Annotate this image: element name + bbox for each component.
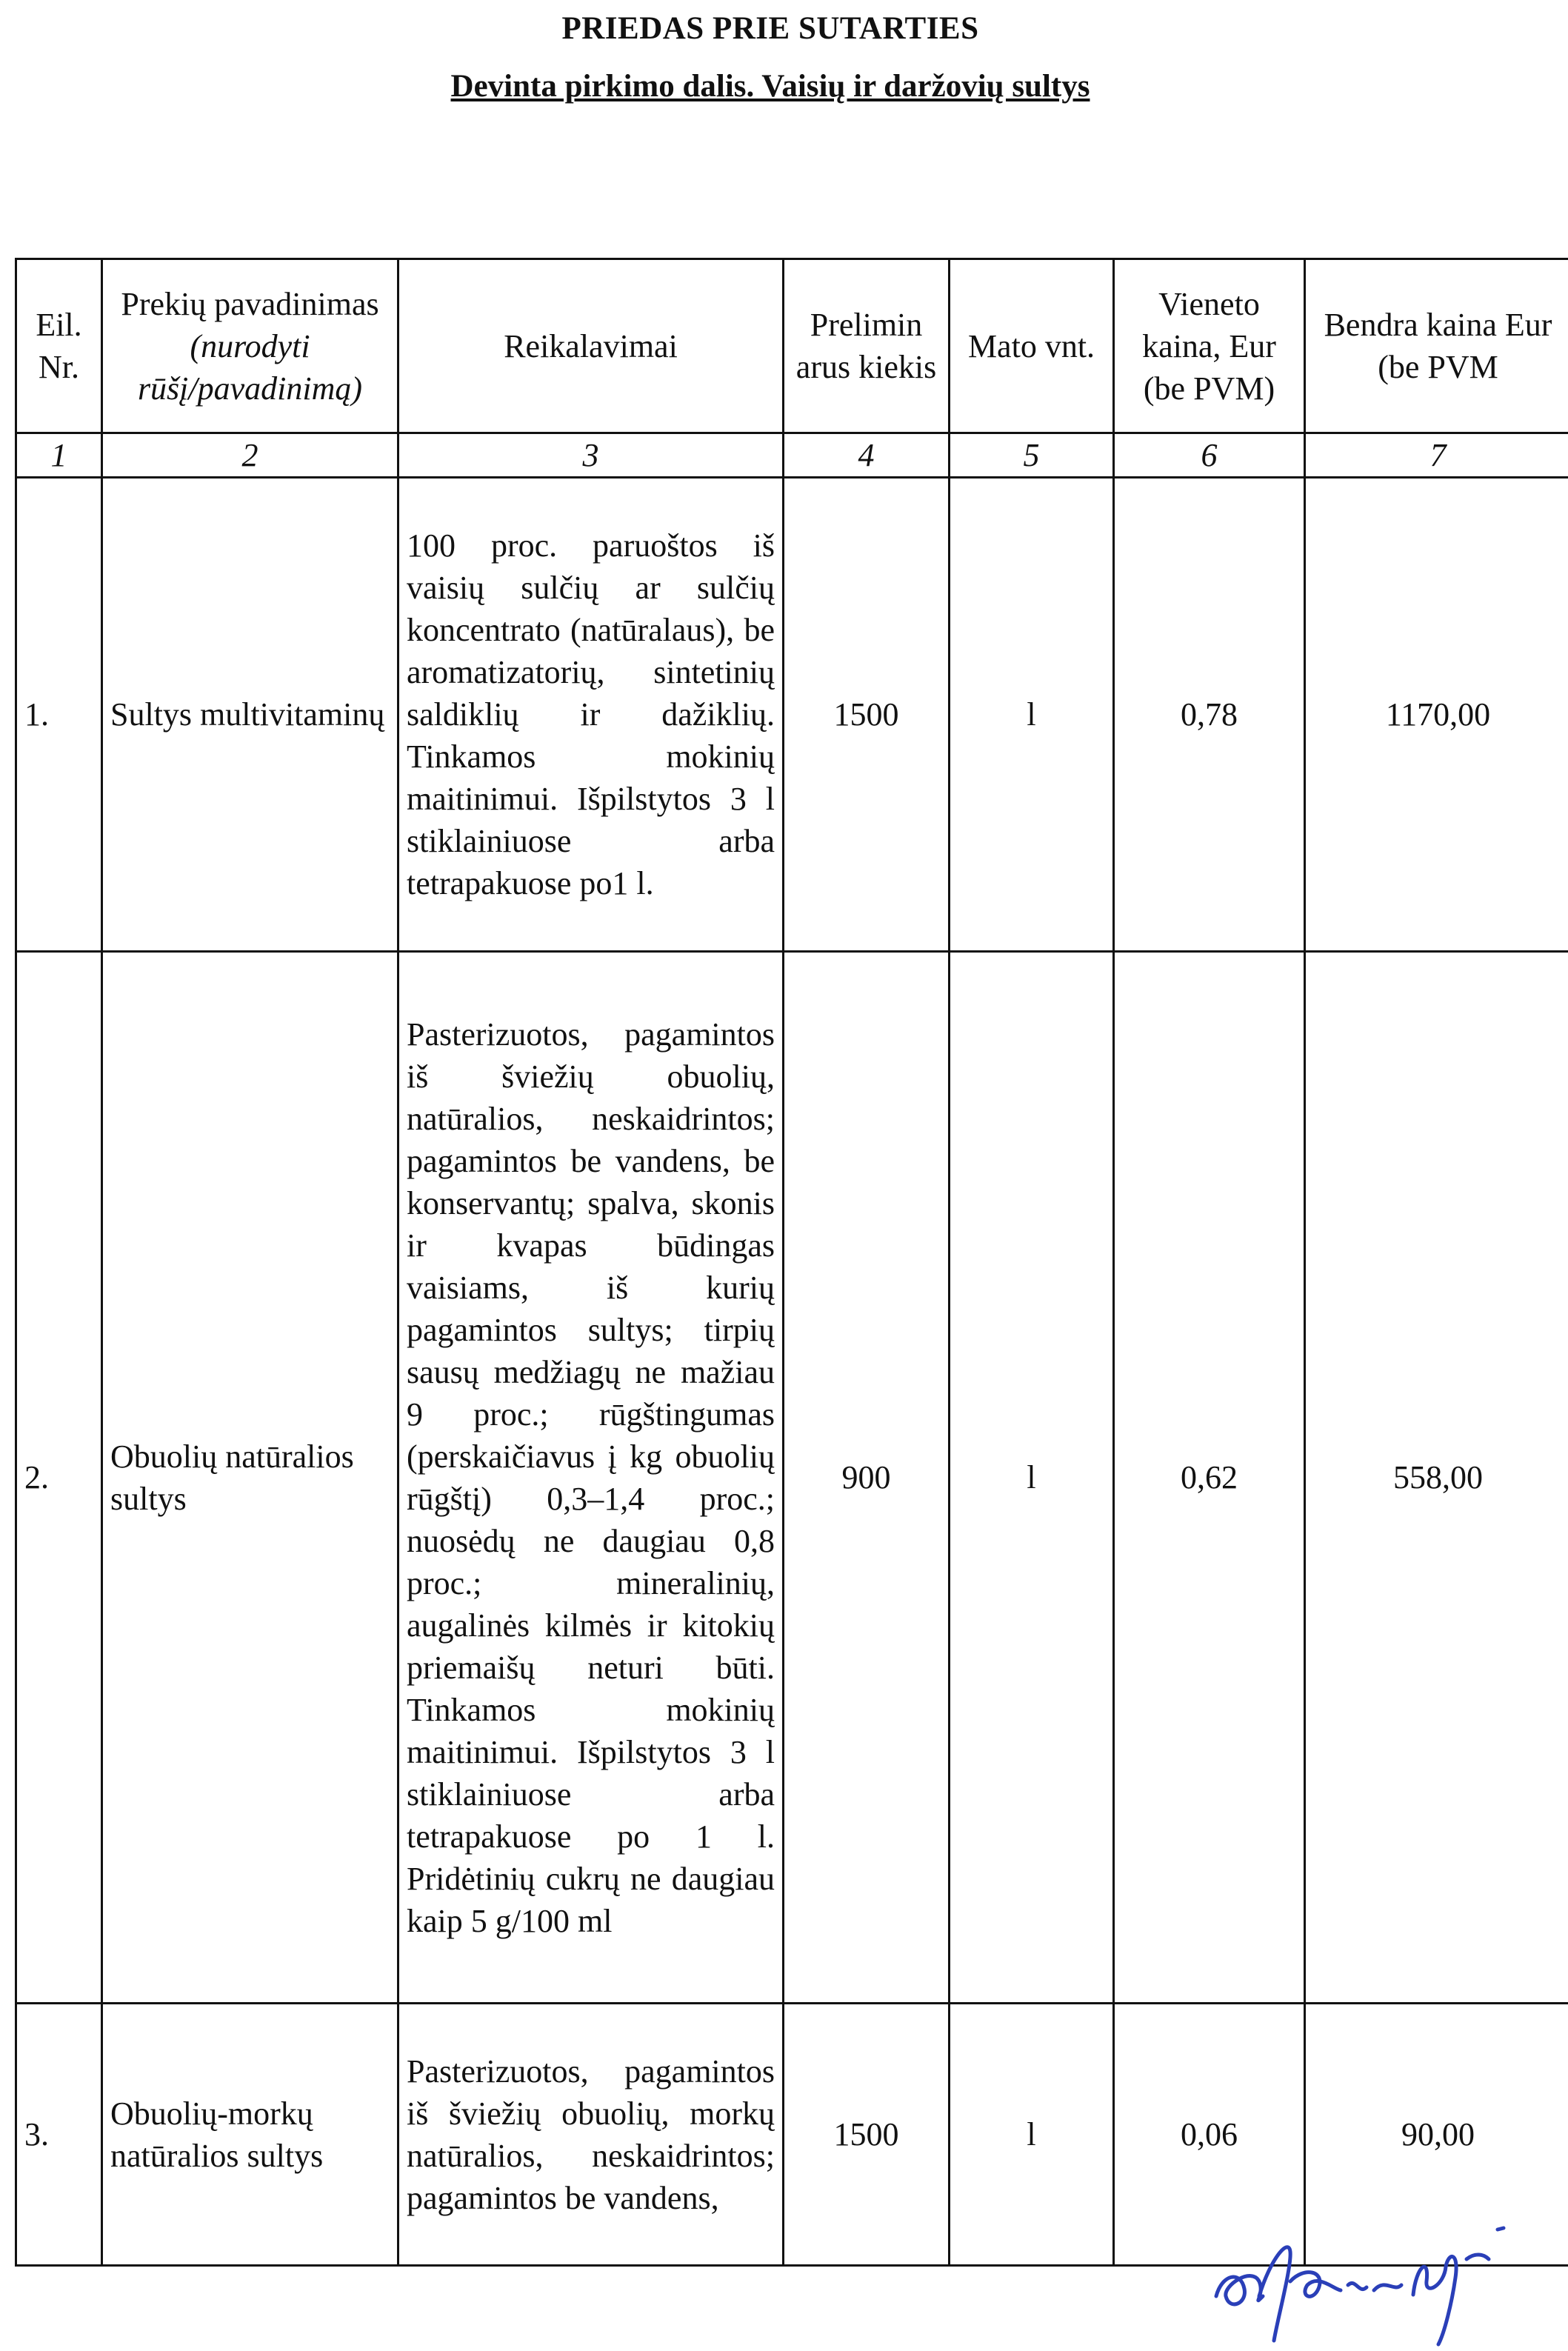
row-number: 2. — [16, 952, 102, 2004]
col-header-quantity: Prelimin arus kiekis — [784, 259, 950, 433]
column-number-row — [16, 433, 1568, 478]
col-number: 2 — [102, 433, 398, 478]
product-name: Obuolių natūralios sultys — [102, 952, 398, 2004]
col-number: 5 — [950, 433, 1114, 478]
unit-cell: l — [950, 952, 1114, 2004]
product-name: Obuolių-morkų natūralios sultys — [102, 2004, 398, 2266]
row-number: 1. — [16, 478, 102, 952]
col-header-unit: Mato vnt. — [950, 259, 1114, 433]
total-cell: 90,00 — [1305, 2004, 1568, 2266]
col-number: 6 — [1114, 433, 1305, 478]
col-number: 7 — [1305, 433, 1568, 478]
quantity-cell: 1500 — [784, 2004, 950, 2266]
product-name: Sultys multivitaminų — [102, 478, 398, 952]
col-number: 1 — [16, 433, 102, 478]
unit-price-cell: 0,78 — [1114, 478, 1305, 952]
requirements-text: Pasterizuotos, pagamintos iš šviežių obuolių, natūralios, neskaidrintos; pagamintos be vandens, be konservantų; spalva, skonis ir kvapas būdingas vaisiams, iš kurių pagamintos sultys; tirpių sausų medžiagų ne mažiau 9 proc.; rūgštingumas (perskaičiavus į kg obuolių rūgštį) 0,3–1,4 proc.; nuosėdų ne daugiau 0,8 proc.; mineralinių, augalinės kilmės ir kitokių priemaišų neturi būti. Tinkamos mokinių maitinimui. Išpilstytos 3 l stiklainiuose arba tetrapakuose po 1 l. Pridėtinių cukrų ne daugiau kaip 5 g/100 ml — [398, 952, 784, 2004]
col-header-requirements: Reikalavimai — [398, 259, 784, 433]
col-number: 4 — [784, 433, 950, 478]
document-subtitle: Devinta pirkimo dalis. Vaisių ir daržovių sultys — [450, 69, 1090, 104]
table-header-row — [16, 259, 1568, 433]
unit-price-cell: 0,06 — [1114, 2004, 1305, 2266]
requirements-text: Pasterizuotos, pagamintos iš šviežių obuolių, morkų natūralios, neskaidrintos; pagamintos be vandens, — [398, 2004, 784, 2266]
requirements-text: 100 proc. paruoštos iš vaisių sulčių ar sulčių koncentrato (natūralaus), be aromatizatorių, sintetinių saldiklių ir dažiklių. Tinkamos mokinių maitinimui. Išpilstytos 3 l stiklainiuose arba tetrapakuose po1 l. — [398, 478, 784, 952]
row-number: 3. — [16, 2004, 102, 2266]
table-row — [16, 478, 1568, 952]
total-cell: 558,00 — [1305, 952, 1568, 2004]
col-header-total: Bendra kaina Eur (be PVM — [1305, 259, 1568, 433]
quantity-cell: 900 — [784, 952, 950, 2004]
handwritten-signature-icon — [1207, 2207, 1518, 2348]
document-title: PRIEDAS PRIE SUTARTIES — [561, 11, 979, 46]
unit-cell: l — [950, 478, 1114, 952]
col-header-unit-price: Vieneto kaina, Eur (be PVM) — [1114, 259, 1305, 433]
col-header-nr: Eil. Nr. — [16, 259, 102, 433]
table-row — [16, 952, 1568, 2004]
total-cell: 1170,00 — [1305, 478, 1568, 952]
spec-table — [15, 258, 1568, 2267]
unit-cell: l — [950, 2004, 1114, 2266]
unit-price-cell: 0,62 — [1114, 952, 1305, 2004]
col-number: 3 — [398, 433, 784, 478]
quantity-cell: 1500 — [784, 478, 950, 952]
col-header-name: Prekių pavadinimas (nurodyti rūšį/pavadinimą) — [102, 259, 398, 433]
